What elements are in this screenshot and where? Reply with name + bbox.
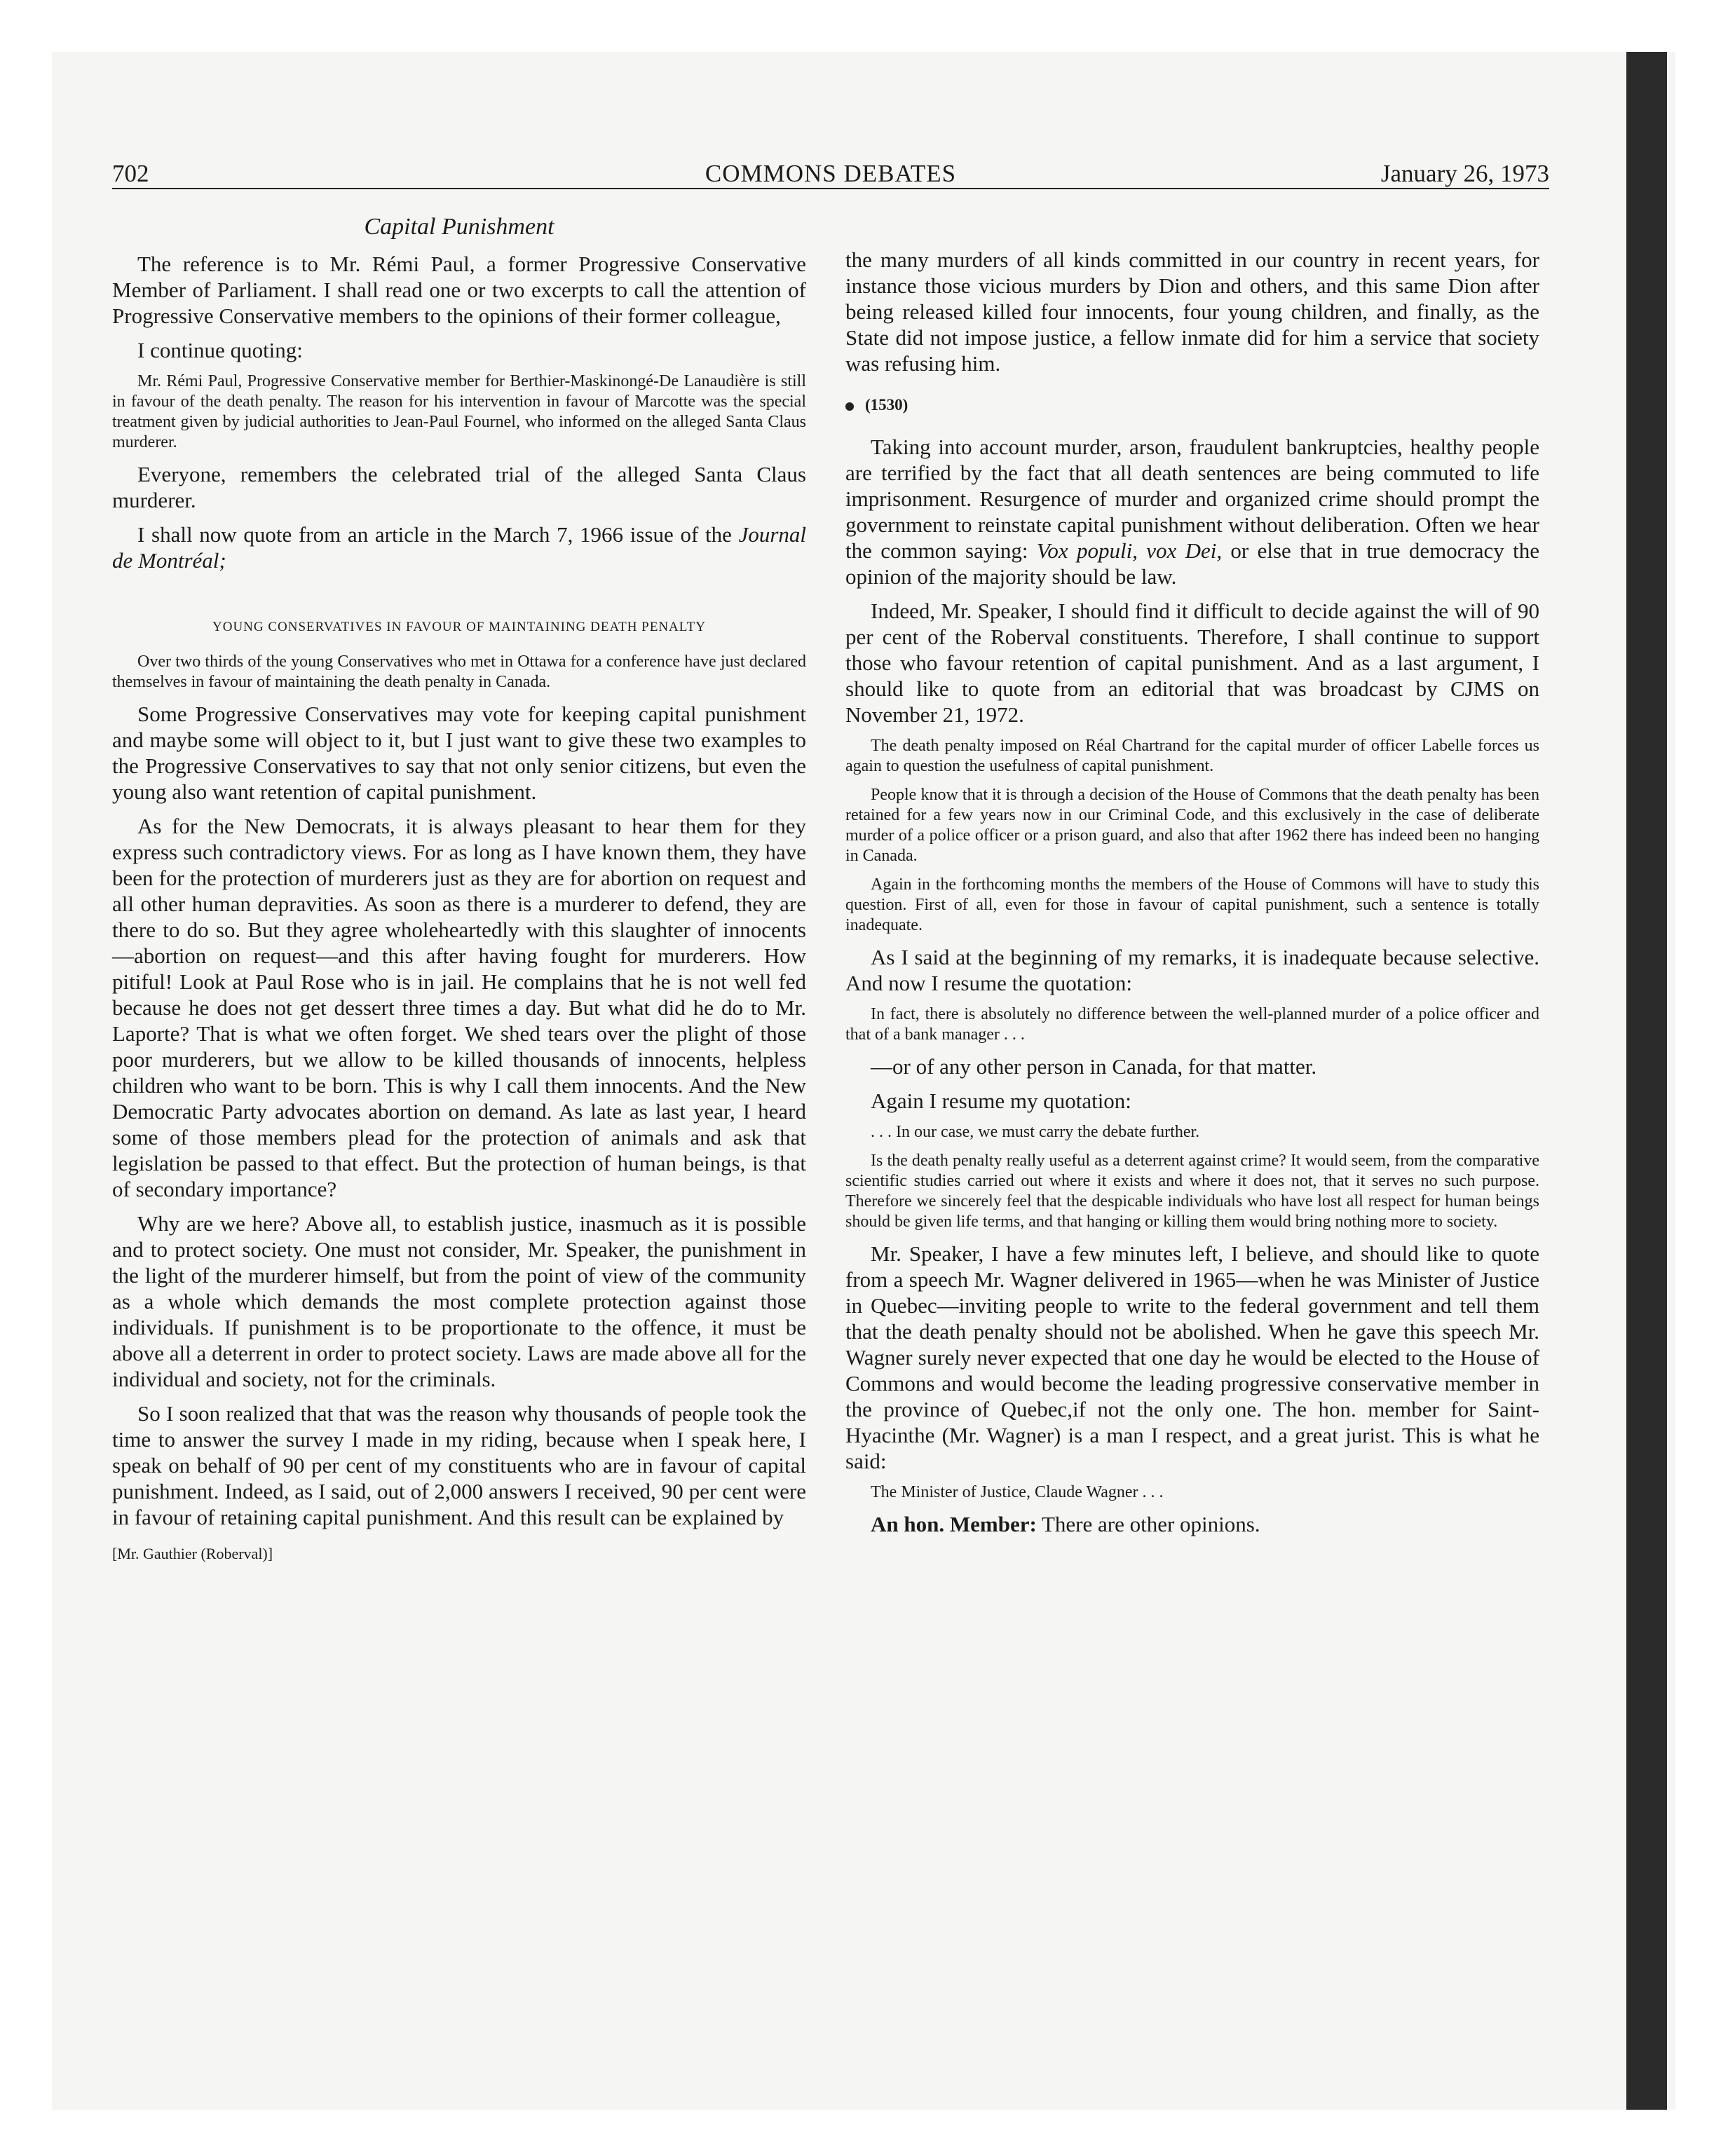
paragraph: Mr. Speaker, I have a few minutes left, I believe, and should like to quote from a speech Mr. Wagner delivered in 1965—when he was Minister of Justice in Quebec—inviting people to write to the federal government and tell them that the death penalty should not be abolished. When he gave this speech Mr. Wagner surely never expected that one day he would be elected to the House of Commons and would become the leading progressive conservative member in the province of Quebec,if not the only one. The hon. member for Saint-Hyacinthe (Mr. Wagner) is a man I respect, and a great jurist. This is what he said: <box>845 1241 1539 1473</box>
header-title: COMMONS DEBATES <box>705 160 957 187</box>
paragraph: Everyone, remembers the celebrated trial of the alleged Santa Claus murderer. <box>112 462 806 512</box>
paragraph: Again I resume my quotation: <box>871 1089 1131 1113</box>
paragraph: the many murders of all kinds committed in our country in recent years, for instance those vicious murders by Dion and others, and this same Dion after being released killed four innocents, four young children, and finally, as the State did not impose justice, a fellow inmate did for him a service that society was refusing him. <box>845 247 1539 376</box>
interjection-text: There are other opinions. <box>1036 1512 1260 1536</box>
quotation: Mr. Rémi Paul, Progressive Conservative member for Berthier-Maskinongé-De Lanaudière is still in favour of the death penalty. The reason for his intervention in favour of Marcotte was the special treatment given by judicial authorities to Jean-Paul Fournel, who informed on the alleged Santa Claus murderer. <box>112 372 806 451</box>
paragraph: As I said at the beginning of my remarks, it is inadequate because selective. And now I resume the quotation: <box>845 945 1539 995</box>
paragraph: Why are we here? Above all, to establish justice, inasmuch as it is possible and to protect society. One must not consider, Mr. Speaker, the punishment in the light of the murderer himself, but from the point of view of the community as a whole which demands the most complete protection against those individuals. If punishment is to be proportionate to the offence, it must be above all a deterrent in order to protect society. Laws are made above all for the individual and society, not for the criminals. <box>112 1211 806 1391</box>
running-header <box>112 160 1549 189</box>
quotation: People know that it is through a decision of the House of Commons that the death penalty has been retained for a few years now in our Criminal Code, and this exclusively in the case of deliberate murder of a police officer or a prison guard, and also that after 1962 there has indeed been no hanging in Canada. <box>845 786 1539 865</box>
speaker-name: An hon. Member: <box>871 1512 1037 1536</box>
paragraph-text: or else that in true democracy the opinion of the majority should be law. <box>845 538 1540 589</box>
paragraph: As for the New Democrats, it is always pleasant to hear them for they express such contradictory views. For as long as I have known them, they have been for the protection of murderers just as they are for abortion on request and all other human depravities. As soon as there is a murderer to defend, they are there to do so. But they agree wholeheartedly with this slaughter of innocents—abortion on request—and this after having fought for murderers. How pitiful! Look at Paul Rose who is in jail. He complains that he is not well fed because he does not get dessert three times a day. But what did he do to Mr. Laporte? That is what we often forget. We shed tears over the plight of those poor murderers, but we allow to be killed thousands of innocents, helpless children who want to be born. This is why I call them innocents. And the New Democratic Party advocates abortion on demand. As late as last year, I heard some of those members plead for the protection of animals and ask that legislation be passed to that effect. But the protection of human beings, is that of secondary importance? <box>112 814 806 1201</box>
time-stamp <box>845 395 1539 416</box>
quoted-headline: YOUNG CONSERVATIVES IN FAVOUR OF MAINTAINING DEATH PENALTY <box>212 620 706 634</box>
paragraph: —or of any other person in Canada, for that matter. <box>871 1054 1317 1079</box>
paragraph <box>112 521 806 573</box>
paragraph <box>845 434 1539 589</box>
paragraph: Some Progressive Conservatives may vote for keeping capital punishment and maybe some will object to it, but I just want to give these two examples to the Progressive Conservatives to say that not only senior citizens, but even the young also want retention of capital punishment. <box>112 702 806 804</box>
paragraph: I continue quoting: <box>137 338 303 362</box>
paragraph: So I soon realized that that was the reason why thousands of people took the time to answer the survey I made in my riding, because when I speak here, I speak on behalf of 90 per cent of my constituents who are in favour of capital punishment. Indeed, as I said, out of 2,000 answers I received, 90 per cent were in favour of retaining capital punishment. And this result can be explained by <box>112 1401 806 1529</box>
quotation: In fact, there is absolutely no difference between the well-planned murder of a police officer and that of a bank manager . . . <box>845 1005 1539 1044</box>
right-column <box>845 247 1539 1546</box>
left-column <box>112 203 806 1564</box>
bullet-icon <box>845 402 854 411</box>
quotation: The death penalty imposed on Réal Chartrand for the capital murder of officer Labelle forces us again to question the usefulness of capital punishment. <box>845 737 1539 775</box>
quotation: Again in the forthcoming months the members of the House of Commons will have to study this question. First of all, even for those in favour of capital punishment, such a sentence is totally inadequate. <box>845 875 1539 934</box>
paragraph: The reference is to Mr. Rémi Paul, a former Progressive Conservative Member of Parliament. I shall read one or two excerpts to call the attention of Progressive Conservative members to the opinions of their former colleague, <box>112 252 806 328</box>
interjection <box>845 1511 1539 1537</box>
paragraph: Indeed, Mr. Speaker, I should find it difficult to decide against the will of 90 per cent of the Roberval constituents. Therefore, I shall continue to support those who favour retention of capital punishment. And as a last argument, I should like to quote from an editorial that was broadcast by CJMS on November 21, 1972. <box>845 599 1539 727</box>
time-stamp-text: (1530) <box>865 396 909 414</box>
speaker-footer: [Mr. Gauthier (Roberval)] <box>112 1545 273 1562</box>
header-date: January 26, 1973 <box>1380 160 1549 187</box>
scan-edge-shadow <box>1626 52 1667 2110</box>
quotation: Over two thirds of the young Conservatives who met in Ottawa for a conference have just declared themselves in favour of maintaining the death penalty in Canada. <box>112 653 806 691</box>
latin-phrase: Vox populi, vox Dei, <box>1036 538 1223 563</box>
section-heading: Capital Punishment <box>364 214 554 240</box>
quotation: . . . In our case, we must carry the debate further. <box>871 1123 1200 1141</box>
paragraph-text: I shall now quote from an article in the March 7, 1966 issue of the <box>137 522 739 547</box>
page-number: 702 <box>112 160 149 187</box>
quotation: Is the death penalty really useful as a deterrent against crime? It would seem, from the comparative scientific studies carried out where it exists and where it does not, that it serves no such purpose. Therefore we sincerely feel that the despicable individuals who have lost all respect for human beings should be given life terms, and that hanging or killing them would bring nothing more to society. <box>845 1152 1539 1231</box>
quotation: The Minister of Justice, Claude Wagner . . . <box>871 1483 1164 1501</box>
publication-title: Journal de Montréal; <box>112 522 806 573</box>
paragraph-text: Taking into account murder, arson, fraudulent bankruptcies, healthy people are terrified by the fact that all death sentences are being commuted to life imprisonment. Resurgence of murder and organized crime should prompt the government to reinstate capital punishment without deliberation. Often we hear the common saying: <box>845 435 1539 563</box>
